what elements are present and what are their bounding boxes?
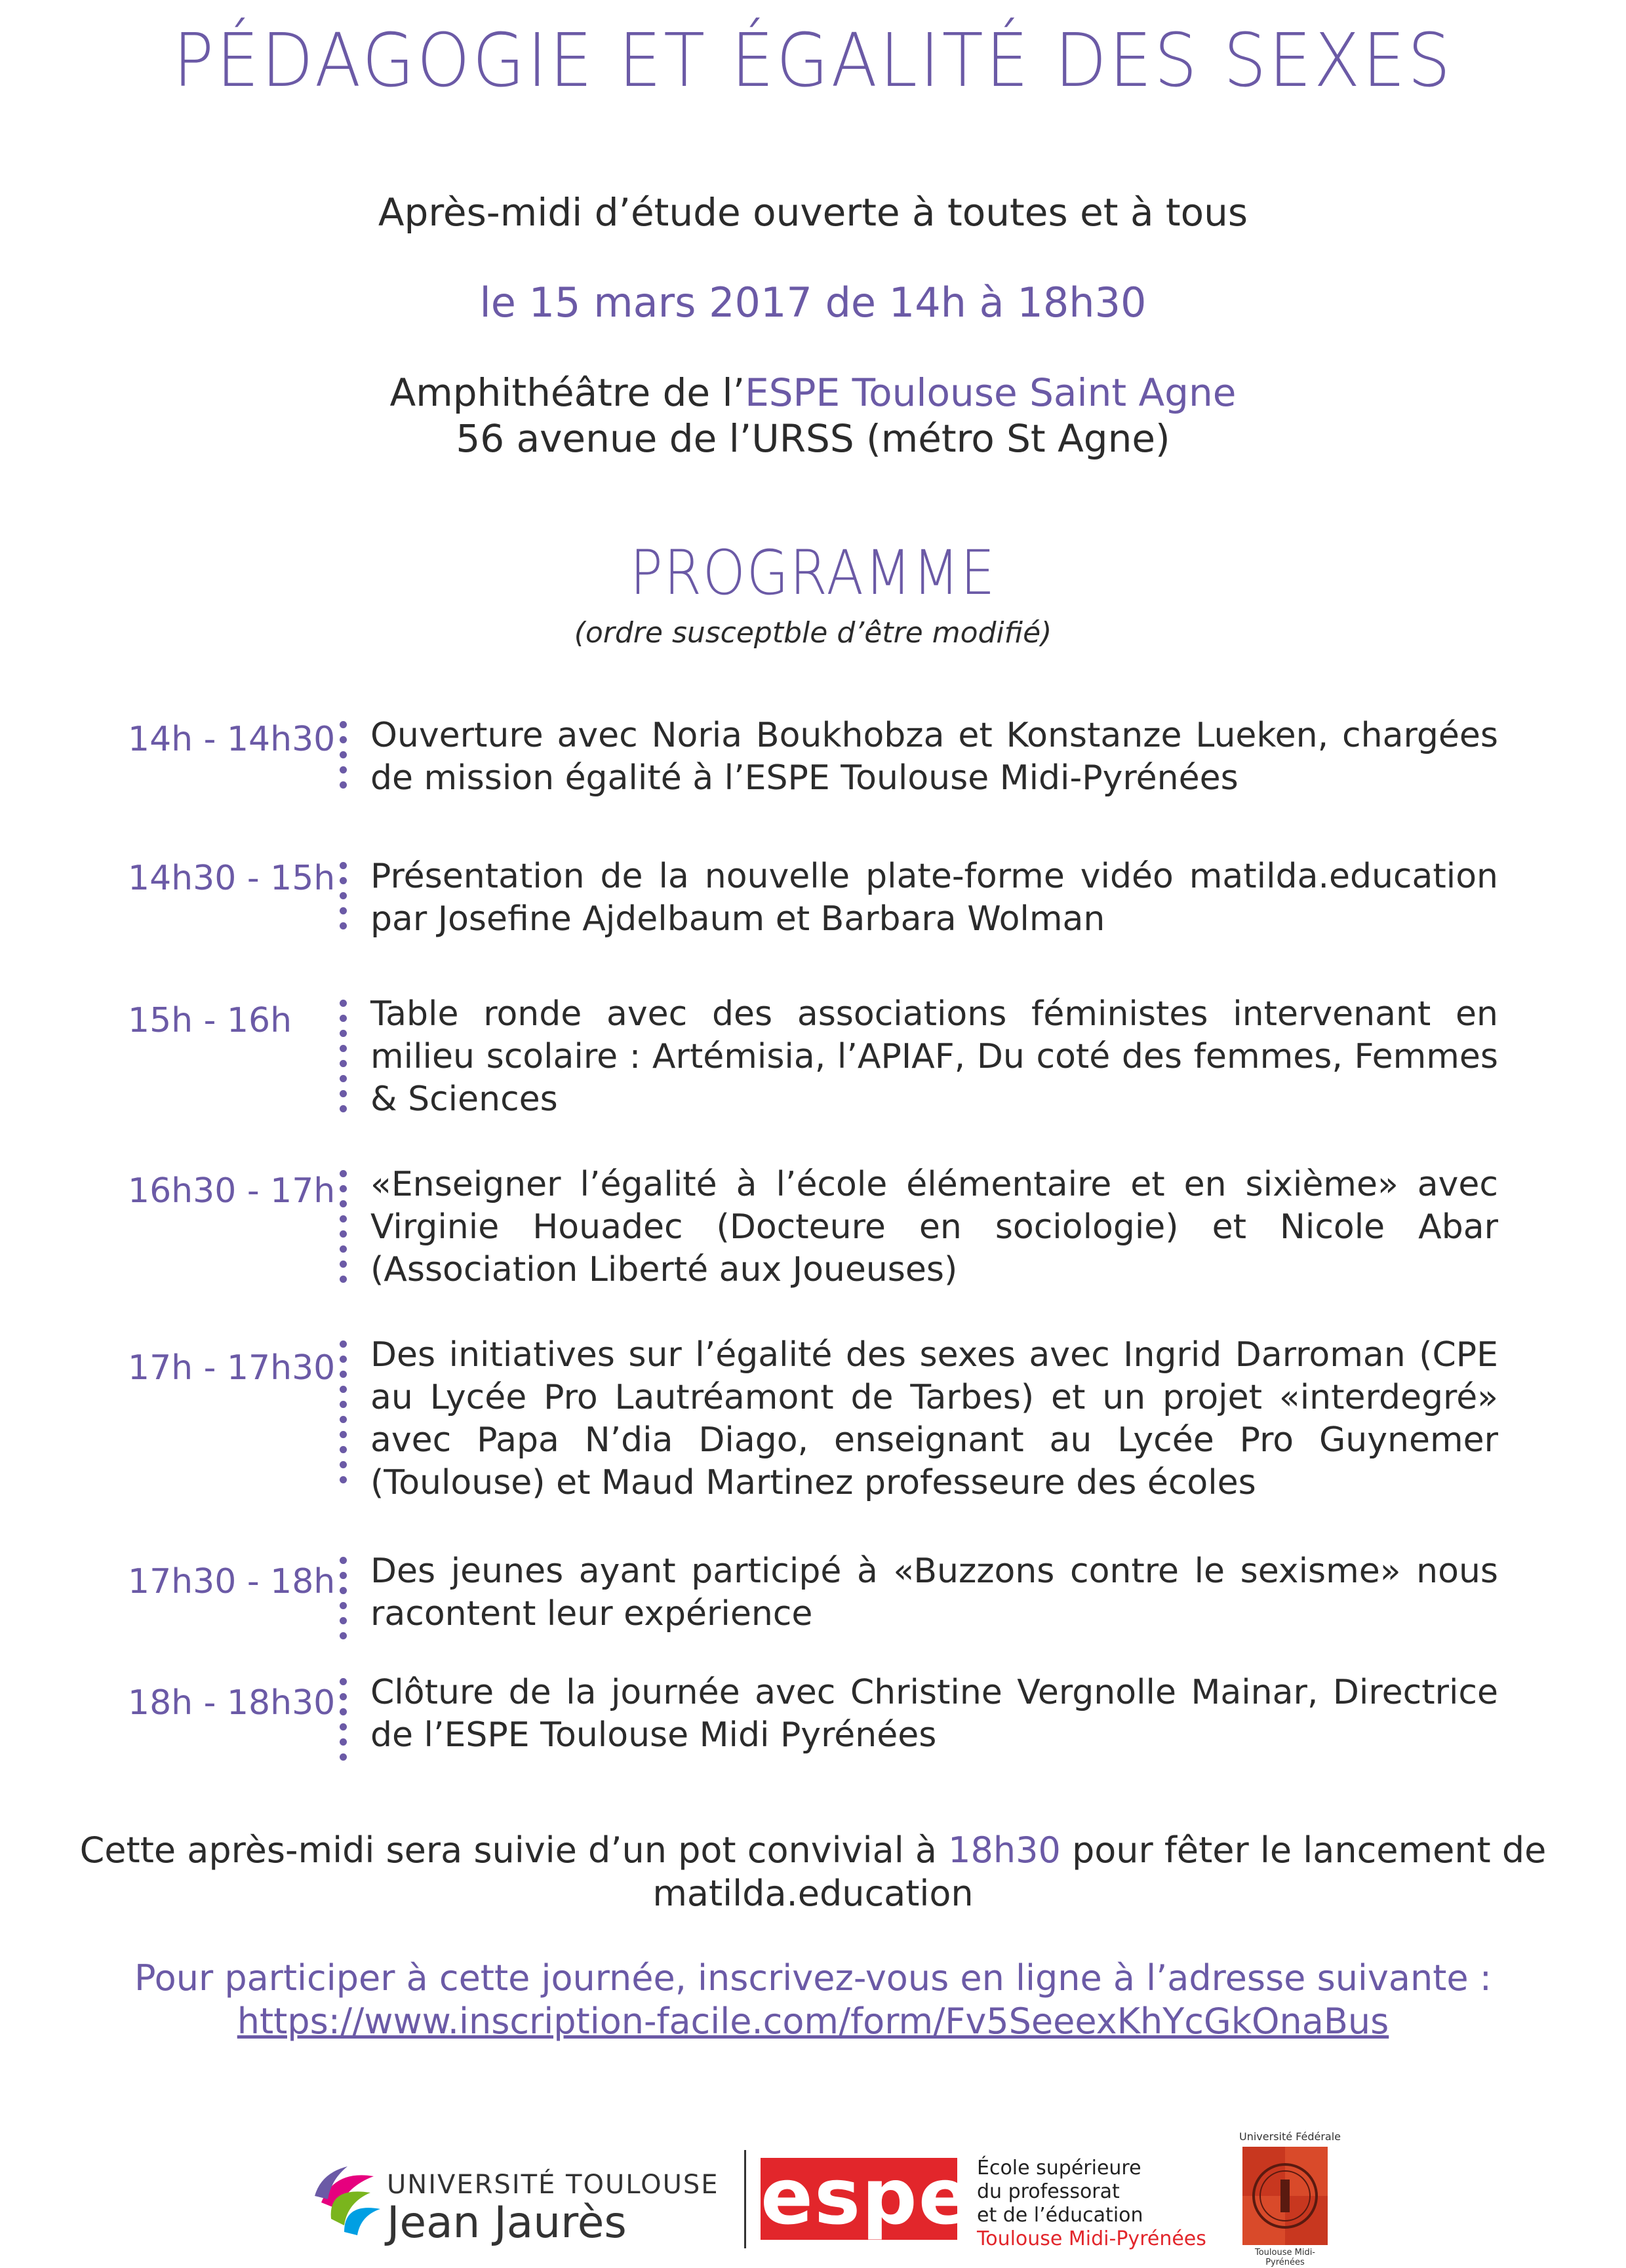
- universite-federale-logo: [1239, 2130, 1341, 2267]
- dotted-divider: [340, 1340, 350, 1491]
- espe-logo: [761, 2151, 972, 2242]
- item-time: 17h - 17h30: [128, 1348, 336, 1388]
- item-time: 17h30 - 18h: [128, 1562, 336, 1601]
- item-time: 14h30 - 15h: [128, 859, 336, 898]
- espe-caption-line: Toulouse Midi-Pyrénées: [977, 2227, 1206, 2250]
- dotted-divider: [340, 1557, 350, 1647]
- pot-time: 18h30: [948, 1829, 1061, 1871]
- item-description: Des initiatives sur l’égalité des sexes avec Ingrid Darroman (CPE au Lycée Pro Lautréamont de Tarbes) et un projet «interdegré» avec Papa N’dia Diago, enseignant au Lycée Pro Guynemer (Toulouse) et Maud Martinez professeure des écoles: [370, 1335, 1498, 1502]
- espe-logo-text: espe: [761, 2151, 972, 2242]
- dotted-divider: [340, 1170, 350, 1291]
- programme-title: PROGRAMME: [629, 538, 997, 609]
- dotted-divider: [340, 1000, 350, 1120]
- event-subtitle: Après-midi d’étude ouverte à toutes et à tous: [378, 190, 1248, 235]
- event-date: le 15 mars 2017 de 14h à 18h30: [479, 279, 1147, 326]
- logos-bar: [0, 2130, 1626, 2267]
- item-description: Ouverture avec Noria Boukhobza et Konstanze Lueken, chargées de mission égalité à l’ESPE Toulouse Midi-Pyrénées: [370, 716, 1498, 798]
- item-time: 14h - 14h30: [128, 720, 336, 759]
- utj-petals-icon: [308, 2157, 393, 2242]
- item-description: Clôture de la journée avec Christine Vergnolle Mainar, Directrice de l’ESPE Toulouse Midi Pyrénées: [370, 1673, 1498, 1755]
- logo-separator: [744, 2150, 746, 2248]
- dotted-divider: [340, 862, 350, 937]
- item-description: Table ronde avec des associations féministes intervenant en milieu scolaire : Artémisia, l’APIAF, Du coté des femmes, Femmes & Sciences: [370, 994, 1498, 1119]
- dotted-divider: [340, 721, 350, 796]
- uf-name-bottom: Toulouse Midi-Pyrénées: [1254, 2248, 1315, 2267]
- pot-announcement: [79, 1829, 1547, 1915]
- registration-text: Pour participer à cette journée, inscrivez-vous en ligne à l’adresse suivante :: [134, 1957, 1492, 1999]
- espe-caption-line: École supérieure: [977, 2157, 1141, 2180]
- registration-info: [79, 1957, 1547, 2043]
- item-description: Des jeunes ayant participé à «Buzzons contre le sexisme» nous racontent leur expérience: [370, 1552, 1498, 1633]
- event-address: 56 avenue de l’URSS (métro St Agne): [456, 416, 1170, 461]
- programme-note: (ordre susceptble d’être modifié): [574, 616, 1052, 650]
- item-description: «Enseigner l’égalité à l’école élémentaire et en sixième» avec Virginie Houadec (Docteure en sociologie) et Nicole Abar (Association Liberté aux Joueuses): [370, 1165, 1498, 1289]
- espe-caption-line: et de l’éducation: [977, 2204, 1143, 2227]
- dotted-divider: [340, 1678, 350, 1769]
- registration-link[interactable]: https://www.inscription-facile.com/form/Fv5SeeexKhYcGkOnaBus: [237, 2001, 1389, 2042]
- item-time: 16h30 - 17h: [128, 1171, 336, 1211]
- utj-name-bottom: Jean Jaurès: [387, 2197, 627, 2248]
- pot-text-before: Cette après-midi sera suivie d’un pot convivial à: [79, 1829, 949, 1871]
- item-time: 15h - 16h: [128, 1001, 292, 1040]
- utj-name-top: UNIVERSITÉ TOULOUSE: [387, 2170, 719, 2200]
- pot-text-after: pour fêter le lancement de matilda.education: [652, 1829, 1547, 1914]
- page-title: PÉDAGOGIE ET ÉGALITÉ DES SEXES: [173, 18, 1453, 104]
- item-description: Présentation de la nouvelle plate-forme vidéo matilda.education par Josefine Ajdelbaum et Barbara Wolman: [370, 857, 1498, 939]
- espe-caption-line: du professorat: [977, 2180, 1120, 2203]
- uf-name-top: Université Fédérale: [1239, 2130, 1341, 2143]
- venue-prefix: Amphithéâtre de l’: [389, 370, 745, 415]
- event-venue: [0, 370, 1626, 415]
- espe-caption: [977, 2157, 1206, 2251]
- venue-name: ESPE Toulouse Saint Agne: [745, 370, 1237, 415]
- uf-seal-icon: [1242, 2147, 1328, 2245]
- universite-toulouse-jean-jaures-logo: [308, 2143, 741, 2255]
- item-time: 18h - 18h30: [128, 1683, 336, 1723]
